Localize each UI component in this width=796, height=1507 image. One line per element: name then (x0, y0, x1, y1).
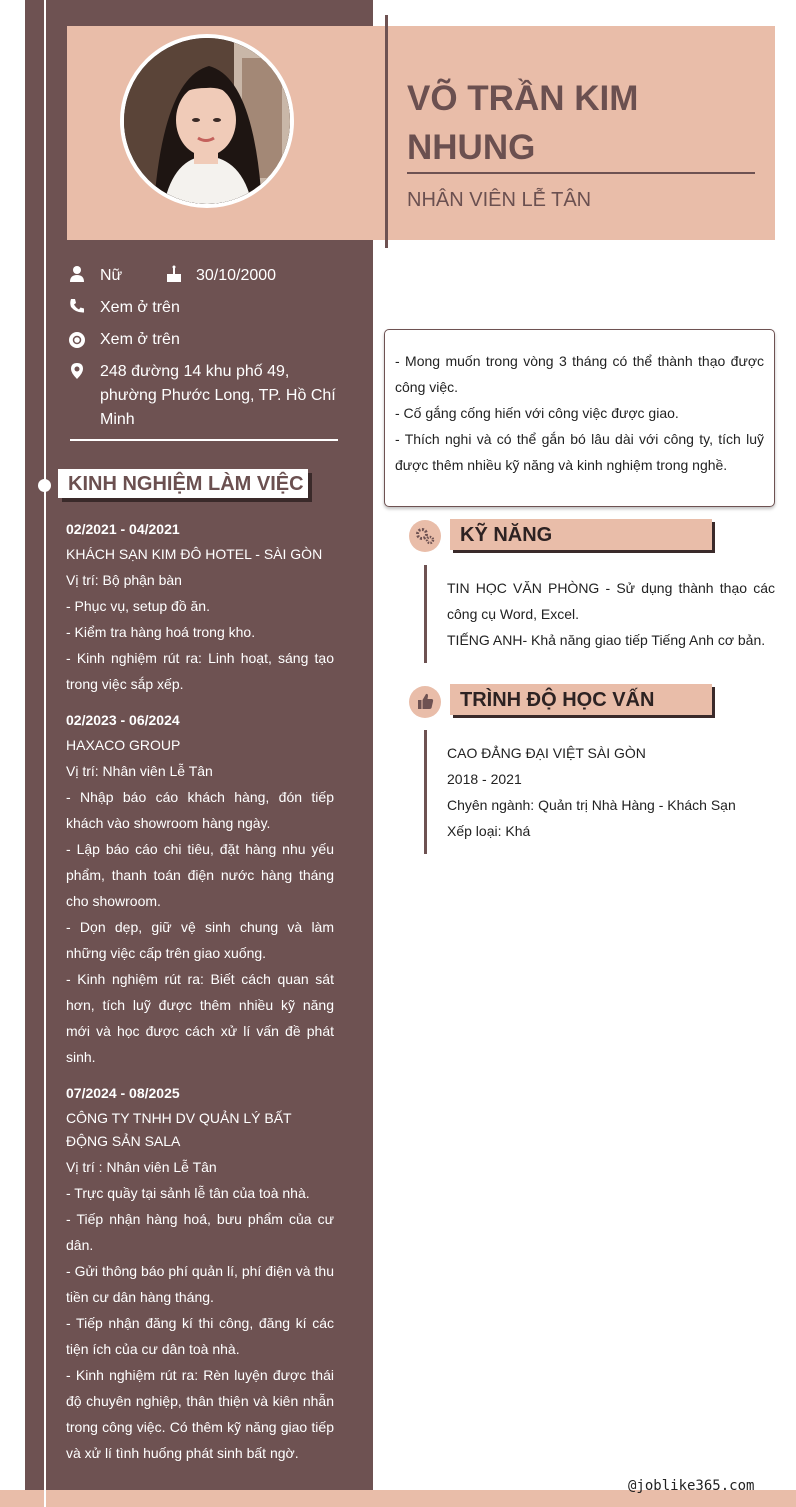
skill-line: TIN HỌC VĂN PHÒNG - Sử dụng thành thạo các công cụ Word, Excel. (447, 580, 775, 622)
education-years: 2018 - 2021 (447, 771, 522, 787)
header-divider (385, 15, 388, 248)
job-title: NHÂN VIÊN LỄ TÂN (407, 189, 592, 211)
thumbs-up-icon (409, 686, 441, 718)
experience-line: - Nhập báo cáo khách hàng, đón tiếp khách vào showroom hàng ngày. (66, 789, 334, 831)
experience-company: HAXACO GROUP (66, 737, 181, 753)
contact-divider (70, 439, 338, 441)
candidate-name: VÕ TRẦN KIM NHUNG (407, 79, 639, 167)
footer-brand: @joblike365.com (628, 1478, 755, 1494)
experience-period: 02/2023 - 06/2024 (66, 712, 180, 728)
birthday-cake-icon (165, 265, 183, 283)
skills-heading: KỸ NĂNG (450, 519, 712, 550)
experience-line: - Dọn dẹp, giữ vệ sinh chung và làm những việc cấp trên giao xuống. (66, 919, 334, 961)
education-major: Chyên ngành: Quản trị Nhà Hàng - Khách Sạn (447, 797, 736, 813)
experience-item (66, 707, 334, 1070)
bottom-strip-gap (44, 1490, 46, 1507)
experience-line: - Lập báo cáo chi tiêu, đặt hàng nhu yếu phẩm, thanh toán điện nước hàng tháng cho showroom. (66, 841, 334, 909)
experience-list (66, 516, 334, 1476)
objective-line: - Cố gắng cống hiến với công việc được giao. (395, 405, 679, 421)
experience-line: - Kinh nghiệm rút ra: Biết cách quan sát hơn, tích luỹ được thêm nhiều kỹ năng mới và học được cách xử lí vấn đề phát sinh. (66, 971, 334, 1065)
experience-line: - Tiếp nhận đăng kí thi công, đăng kí các tiện ích của cư dân toà nhà. (66, 1315, 334, 1357)
experience-period: 07/2024 - 08/2025 (66, 1085, 180, 1101)
experience-company: KHÁCH SẠN KIM ĐÔ HOTEL - SÀI GÒN (66, 546, 323, 562)
avatar (120, 34, 294, 208)
experience-line: Vị trí: Nhân viên Lễ Tân (66, 763, 213, 779)
career-objective-box (384, 329, 775, 507)
experience-heading: KINH NGHIỆM LÀM VIỆC (58, 469, 308, 498)
phone-value: Xem ở trên (100, 299, 180, 316)
experience-line: - Kiểm tra hàng hoá trong kho. (66, 624, 256, 640)
avatar-photo (124, 38, 290, 204)
birthday-value: 30/10/2000 (196, 267, 277, 284)
experience-period: 02/2021 - 04/2021 (66, 521, 180, 537)
experience-item (66, 516, 334, 697)
skills-bar (424, 565, 427, 663)
objective-line: - Thích nghi và có thể gắn bó lâu dài với công ty, tích luỹ được thêm nhiều kỹ năng và kinh nghiệm trong nghề. (395, 431, 764, 473)
experience-line: Vị trí : Nhân viên Lễ Tân (66, 1159, 217, 1175)
address-value: 248 đường 14 khu phố 49, phường Phước Long, TP. Hồ Chí Minh (100, 363, 336, 428)
education-school: CAO ĐẲNG ĐẠI VIỆT SÀI GÒN (447, 745, 646, 761)
timeline-dot (38, 479, 51, 492)
email-value: Xem ở trên (100, 331, 180, 348)
experience-line: - Phục vụ, setup đồ ăn. (66, 598, 210, 614)
experience-company: CÔNG TY TNHH DV QUẢN LÝ BẤT ĐỘNG SẢN SALA (66, 1110, 292, 1149)
education-details (447, 740, 775, 844)
skill-line: TIẾNG ANH- Khả năng giao tiếp Tiếng Anh cơ bản. (447, 632, 766, 648)
experience-line: - Kinh nghiệm rút ra: Linh hoạt, sáng tạo trong việc sắp xếp. (66, 650, 334, 692)
education-grade: Xếp loại: Khá (447, 823, 531, 839)
location-pin-icon (68, 362, 86, 380)
sidebar-timeline-line (44, 0, 46, 1490)
name-underline (407, 172, 755, 174)
experience-line: Vị trí: Bộ phận bàn (66, 572, 182, 588)
objective-line: - Mong muốn trong vòng 3 tháng có thể thành thạo được công việc. (395, 353, 764, 395)
education-icon-badge (409, 686, 441, 718)
experience-line: - Tiếp nhận hàng hoá, bưu phẩm của cư dân. (66, 1211, 334, 1253)
email-icon (68, 331, 86, 349)
skills-list (447, 575, 775, 653)
phone-icon (68, 297, 86, 315)
experience-line: - Gửi thông báo phí quản lí, phí điện và thu tiền cư dân hàng tháng. (66, 1263, 334, 1305)
skills-icon-badge (409, 520, 441, 552)
gender-value: Nữ (100, 267, 123, 284)
experience-line: - Trực quầy tại sảnh lễ tân của toà nhà. (66, 1185, 310, 1201)
user-icon (68, 265, 86, 283)
education-bar (424, 730, 427, 854)
education-heading: TRÌNH ĐỘ HỌC VẤN (450, 684, 712, 715)
gears-icon (409, 520, 441, 552)
experience-item (66, 1080, 334, 1466)
experience-line: - Kinh nghiệm rút ra: Rèn luyện được thái độ chuyên nghiệp, thân thiện và kiên nhẫn trong công việc. Có thêm kỹ năng giao tiếp và xử lí tình huống phát sinh bất ngờ. (66, 1367, 334, 1461)
